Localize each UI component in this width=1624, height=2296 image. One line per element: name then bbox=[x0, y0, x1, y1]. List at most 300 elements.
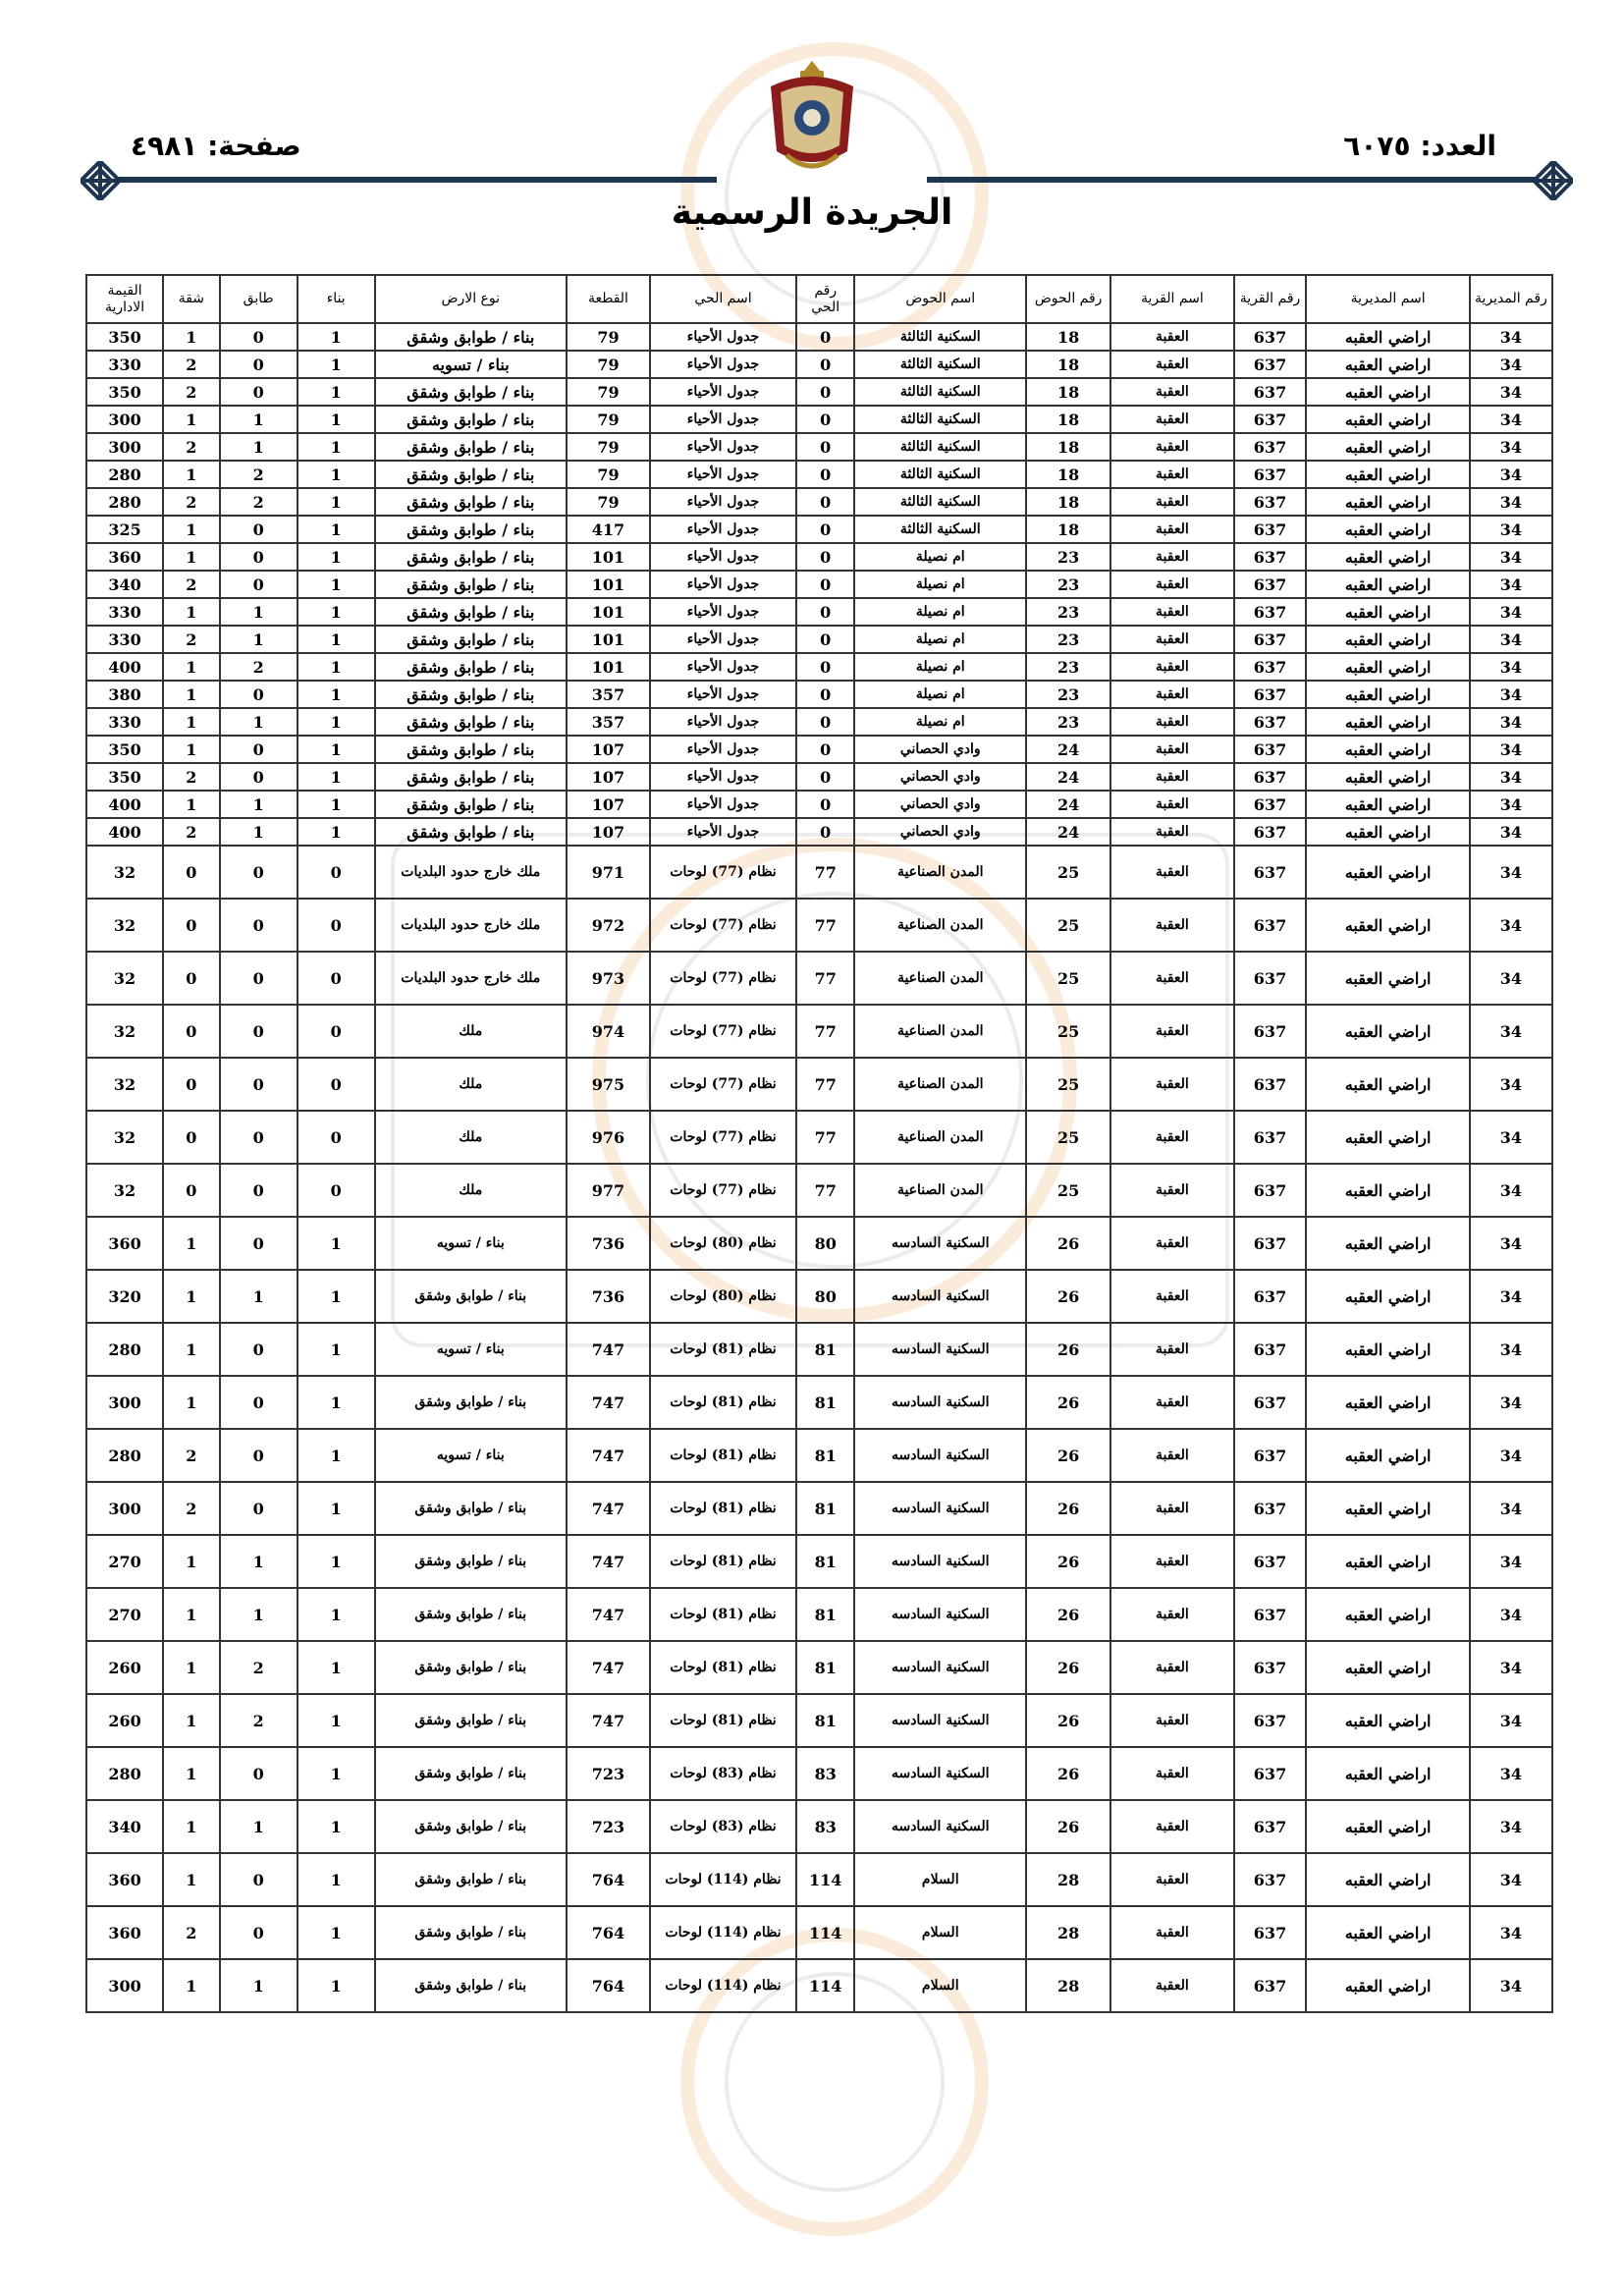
cell-village-number: 637 bbox=[1234, 1429, 1307, 1482]
cell-hay-name: نظام (83) لوحات bbox=[650, 1747, 796, 1800]
cell-village-number: 637 bbox=[1234, 818, 1307, 846]
cell-hay-name: نظام (114) لوحات bbox=[650, 1959, 796, 2012]
header-basin-number: رقم الحوض bbox=[1026, 275, 1110, 323]
cell-directorate-number: 34 bbox=[1470, 1641, 1552, 1694]
cell-basin-name: المدن الصناعية bbox=[854, 1005, 1026, 1058]
cell-hay-number: 0 bbox=[796, 433, 855, 461]
cell-apartment: 2 bbox=[163, 378, 220, 406]
cell-directorate-name: اراضي العقبه bbox=[1306, 571, 1469, 598]
table-row bbox=[86, 488, 1552, 516]
cell-directorate-name: اراضي العقبه bbox=[1306, 1906, 1469, 1959]
cell-village-name: العقبة bbox=[1110, 433, 1233, 461]
cell-village-name: العقبة bbox=[1110, 653, 1233, 681]
cell-land-type: بناء / طوابق وشقق bbox=[375, 626, 567, 653]
cell-hay-number: 0 bbox=[796, 791, 855, 818]
cell-village-name: العقبة bbox=[1110, 516, 1233, 543]
cell-plot: 107 bbox=[567, 736, 650, 763]
cell-village-name: العقبة bbox=[1110, 763, 1233, 791]
cell-admin-value: 320 bbox=[86, 1270, 163, 1323]
cell-land-type: بناء / طوابق وشقق bbox=[375, 1959, 567, 2012]
cell-basin-name: السكنية السادسه bbox=[854, 1694, 1026, 1747]
cell-building: 1 bbox=[298, 1694, 375, 1747]
cell-hay-name: نظام (81) لوحات bbox=[650, 1694, 796, 1747]
cell-directorate-number: 34 bbox=[1470, 1429, 1552, 1482]
cell-basin-name: السكنية السادسه bbox=[854, 1376, 1026, 1429]
cell-apartment: 1 bbox=[163, 1853, 220, 1906]
cell-directorate-number: 34 bbox=[1470, 1164, 1552, 1217]
cell-basin-number: 26 bbox=[1026, 1747, 1110, 1800]
cell-basin-number: 26 bbox=[1026, 1323, 1110, 1376]
cell-plot: 975 bbox=[567, 1058, 650, 1111]
cell-apartment: 1 bbox=[163, 1376, 220, 1429]
cell-village-name: العقبة bbox=[1110, 1959, 1233, 2012]
cell-floor: 0 bbox=[220, 1429, 298, 1482]
cell-hay-number: 0 bbox=[796, 543, 855, 571]
cell-hay-number: 81 bbox=[796, 1694, 855, 1747]
cell-hay-name: نظام (77) لوحات bbox=[650, 846, 796, 899]
cell-plot: 736 bbox=[567, 1217, 650, 1270]
cell-directorate-number: 34 bbox=[1470, 1959, 1552, 2012]
valuation-table-container bbox=[85, 274, 1553, 2013]
cell-floor: 0 bbox=[220, 571, 298, 598]
cell-admin-value: 400 bbox=[86, 653, 163, 681]
cell-building: 1 bbox=[298, 736, 375, 763]
cell-village-number: 637 bbox=[1234, 1217, 1307, 1270]
cell-hay-number: 77 bbox=[796, 1058, 855, 1111]
cell-admin-value: 260 bbox=[86, 1641, 163, 1694]
cell-apartment: 0 bbox=[163, 1111, 220, 1164]
cell-directorate-number: 34 bbox=[1470, 1005, 1552, 1058]
cell-plot: 107 bbox=[567, 818, 650, 846]
cell-basin-name: السكنية الثالثة bbox=[854, 433, 1026, 461]
cell-admin-value: 350 bbox=[86, 323, 163, 351]
cell-directorate-name: اراضي العقبه bbox=[1306, 736, 1469, 763]
cell-basin-name: ام نصيلة bbox=[854, 708, 1026, 736]
cell-directorate-name: اراضي العقبه bbox=[1306, 488, 1469, 516]
cell-village-number: 637 bbox=[1234, 899, 1307, 952]
cell-village-name: العقبة bbox=[1110, 818, 1233, 846]
cell-directorate-name: اراضي العقبه bbox=[1306, 1641, 1469, 1694]
cell-apartment: 1 bbox=[163, 543, 220, 571]
cell-floor: 0 bbox=[220, 516, 298, 543]
cell-hay-number: 77 bbox=[796, 952, 855, 1005]
cell-land-type: بناء / طوابق وشقق bbox=[375, 653, 567, 681]
cell-hay-name: جدول الأحياء bbox=[650, 626, 796, 653]
cell-land-type: ملك خارج حدود البلديات bbox=[375, 952, 567, 1005]
cell-village-name: العقبة bbox=[1110, 1111, 1233, 1164]
cell-village-number: 637 bbox=[1234, 598, 1307, 626]
cell-basin-number: 18 bbox=[1026, 351, 1110, 378]
cell-apartment: 1 bbox=[163, 323, 220, 351]
header-directorate-name: اسم المديرية bbox=[1306, 275, 1469, 323]
cell-directorate-number: 34 bbox=[1470, 626, 1552, 653]
cell-village-number: 637 bbox=[1234, 543, 1307, 571]
cell-land-type: بناء / طوابق وشقق bbox=[375, 791, 567, 818]
cell-basin-number: 18 bbox=[1026, 433, 1110, 461]
cell-village-number: 637 bbox=[1234, 708, 1307, 736]
cell-floor: 0 bbox=[220, 1482, 298, 1535]
cell-floor: 0 bbox=[220, 1005, 298, 1058]
cell-apartment: 0 bbox=[163, 899, 220, 952]
cell-directorate-number: 34 bbox=[1470, 488, 1552, 516]
cell-plot: 977 bbox=[567, 1164, 650, 1217]
cell-basin-name: السكنية السادسه bbox=[854, 1217, 1026, 1270]
cell-apartment: 2 bbox=[163, 763, 220, 791]
gazette-title: الجريدة الرسمية bbox=[671, 192, 953, 233]
table-row bbox=[86, 681, 1552, 708]
cell-hay-number: 0 bbox=[796, 681, 855, 708]
header-village-name: اسم القرية bbox=[1110, 275, 1233, 323]
cell-hay-name: نظام (77) لوحات bbox=[650, 1111, 796, 1164]
cell-admin-value: 32 bbox=[86, 846, 163, 899]
cell-directorate-name: اراضي العقبه bbox=[1306, 626, 1469, 653]
cell-hay-name: جدول الأحياء bbox=[650, 736, 796, 763]
cell-floor: 0 bbox=[220, 1217, 298, 1270]
cell-land-type: بناء / طوابق وشقق bbox=[375, 543, 567, 571]
cell-basin-name: السكنية السادسه bbox=[854, 1429, 1026, 1482]
cell-village-name: العقبة bbox=[1110, 488, 1233, 516]
cell-directorate-name: اراضي العقبه bbox=[1306, 791, 1469, 818]
cell-village-number: 637 bbox=[1234, 1005, 1307, 1058]
cell-apartment: 1 bbox=[163, 1747, 220, 1800]
cell-hay-name: نظام (81) لوحات bbox=[650, 1535, 796, 1588]
cell-floor: 1 bbox=[220, 1588, 298, 1641]
cell-basin-name: ام نصيلة bbox=[854, 626, 1026, 653]
cell-hay-name: نظام (77) لوحات bbox=[650, 952, 796, 1005]
cell-hay-name: نظام (81) لوحات bbox=[650, 1376, 796, 1429]
cell-land-type: بناء / طوابق وشقق bbox=[375, 736, 567, 763]
table-row bbox=[86, 952, 1552, 1005]
cell-basin-number: 26 bbox=[1026, 1482, 1110, 1535]
cell-land-type: ملك bbox=[375, 1111, 567, 1164]
cell-village-number: 637 bbox=[1234, 626, 1307, 653]
cell-directorate-number: 34 bbox=[1470, 1217, 1552, 1270]
cell-directorate-name: اراضي العقبه bbox=[1306, 818, 1469, 846]
cell-hay-name: نظام (81) لوحات bbox=[650, 1641, 796, 1694]
cell-village-number: 637 bbox=[1234, 846, 1307, 899]
cell-basin-number: 24 bbox=[1026, 763, 1110, 791]
cell-admin-value: 330 bbox=[86, 598, 163, 626]
cell-village-name: العقبة bbox=[1110, 1641, 1233, 1694]
cell-hay-number: 0 bbox=[796, 598, 855, 626]
cell-hay-name: جدول الأحياء bbox=[650, 406, 796, 433]
cell-basin-name: ام نصيلة bbox=[854, 681, 1026, 708]
header-basin-name: اسم الحوض bbox=[854, 275, 1026, 323]
cell-building: 1 bbox=[298, 626, 375, 653]
cell-hay-number: 81 bbox=[796, 1641, 855, 1694]
cell-plot: 79 bbox=[567, 406, 650, 433]
table-row bbox=[86, 461, 1552, 488]
table-row bbox=[86, 1005, 1552, 1058]
cell-village-number: 637 bbox=[1234, 488, 1307, 516]
cell-land-type: بناء / تسويه bbox=[375, 1323, 567, 1376]
cell-village-name: العقبة bbox=[1110, 626, 1233, 653]
cell-village-number: 637 bbox=[1234, 653, 1307, 681]
cell-hay-number: 0 bbox=[796, 323, 855, 351]
cell-basin-number: 25 bbox=[1026, 1164, 1110, 1217]
cell-plot: 747 bbox=[567, 1694, 650, 1747]
cell-hay-name: نظام (83) لوحات bbox=[650, 1800, 796, 1853]
cell-directorate-name: اراضي العقبه bbox=[1306, 598, 1469, 626]
cell-basin-name: السكنية السادسه bbox=[854, 1482, 1026, 1535]
cell-basin-name: السكنية الثالثة bbox=[854, 378, 1026, 406]
header-plot: القطعة bbox=[567, 275, 650, 323]
cell-basin-name: المدن الصناعية bbox=[854, 846, 1026, 899]
cell-village-name: العقبة bbox=[1110, 1800, 1233, 1853]
cell-apartment: 1 bbox=[163, 708, 220, 736]
cell-village-number: 637 bbox=[1234, 1747, 1307, 1800]
cell-village-name: العقبة bbox=[1110, 1005, 1233, 1058]
cell-land-type: بناء / تسويه bbox=[375, 351, 567, 378]
cell-building: 1 bbox=[298, 461, 375, 488]
cell-land-type: بناء / طوابق وشقق bbox=[375, 433, 567, 461]
cell-plot: 723 bbox=[567, 1747, 650, 1800]
cell-basin-number: 23 bbox=[1026, 653, 1110, 681]
cell-admin-value: 330 bbox=[86, 351, 163, 378]
cell-apartment: 1 bbox=[163, 1588, 220, 1641]
cell-floor: 0 bbox=[220, 1323, 298, 1376]
table-row bbox=[86, 1376, 1552, 1429]
cell-village-name: العقبة bbox=[1110, 1853, 1233, 1906]
cell-apartment: 1 bbox=[163, 598, 220, 626]
cell-building: 0 bbox=[298, 899, 375, 952]
cell-directorate-number: 34 bbox=[1470, 736, 1552, 763]
table-row bbox=[86, 791, 1552, 818]
cell-hay-number: 0 bbox=[796, 488, 855, 516]
cell-basin-name: ام نصيلة bbox=[854, 543, 1026, 571]
cell-hay-number: 80 bbox=[796, 1217, 855, 1270]
cell-floor: 1 bbox=[220, 433, 298, 461]
cell-hay-number: 83 bbox=[796, 1800, 855, 1853]
cell-basin-name: السكنية السادسه bbox=[854, 1641, 1026, 1694]
table-row bbox=[86, 1535, 1552, 1588]
cell-basin-name: السلام bbox=[854, 1853, 1026, 1906]
header-hay-name: اسم الحي bbox=[650, 275, 796, 323]
header-building: بناء bbox=[298, 275, 375, 323]
cell-hay-name: جدول الأحياء bbox=[650, 763, 796, 791]
cell-village-number: 637 bbox=[1234, 1906, 1307, 1959]
cell-basin-name: وادي الحصاني bbox=[854, 763, 1026, 791]
cell-hay-name: جدول الأحياء bbox=[650, 653, 796, 681]
cell-plot: 747 bbox=[567, 1323, 650, 1376]
cell-plot: 101 bbox=[567, 543, 650, 571]
cell-basin-number: 25 bbox=[1026, 952, 1110, 1005]
cell-floor: 2 bbox=[220, 1694, 298, 1747]
cell-directorate-number: 34 bbox=[1470, 1323, 1552, 1376]
cell-building: 1 bbox=[298, 1429, 375, 1482]
cell-directorate-number: 34 bbox=[1470, 708, 1552, 736]
cell-floor: 1 bbox=[220, 626, 298, 653]
cell-directorate-name: اراضي العقبه bbox=[1306, 1111, 1469, 1164]
cell-basin-name: السلام bbox=[854, 1906, 1026, 1959]
cell-basin-number: 18 bbox=[1026, 461, 1110, 488]
cell-directorate-number: 34 bbox=[1470, 1800, 1552, 1853]
cell-directorate-name: اراضي العقبه bbox=[1306, 1959, 1469, 2012]
cell-admin-value: 325 bbox=[86, 516, 163, 543]
cell-hay-number: 0 bbox=[796, 406, 855, 433]
cell-basin-name: ام نصيلة bbox=[854, 598, 1026, 626]
cell-land-type: بناء / طوابق وشقق bbox=[375, 598, 567, 626]
cell-building: 0 bbox=[298, 846, 375, 899]
table-row bbox=[86, 1429, 1552, 1482]
cell-plot: 417 bbox=[567, 516, 650, 543]
cell-basin-number: 24 bbox=[1026, 736, 1110, 763]
cell-directorate-name: اراضي العقبه bbox=[1306, 1482, 1469, 1535]
cell-village-name: العقبة bbox=[1110, 571, 1233, 598]
cell-directorate-number: 34 bbox=[1470, 543, 1552, 571]
cell-village-name: العقبة bbox=[1110, 952, 1233, 1005]
cell-hay-number: 81 bbox=[796, 1482, 855, 1535]
cell-directorate-name: اراضي العقبه bbox=[1306, 952, 1469, 1005]
cell-plot: 764 bbox=[567, 1853, 650, 1906]
cell-directorate-number: 34 bbox=[1470, 763, 1552, 791]
cell-hay-number: 0 bbox=[796, 708, 855, 736]
cell-basin-name: المدن الصناعية bbox=[854, 1164, 1026, 1217]
cell-directorate-name: اراضي العقبه bbox=[1306, 1694, 1469, 1747]
table-row bbox=[86, 1111, 1552, 1164]
cell-basin-number: 18 bbox=[1026, 516, 1110, 543]
cell-plot: 79 bbox=[567, 461, 650, 488]
cell-directorate-number: 34 bbox=[1470, 1270, 1552, 1323]
cell-basin-number: 23 bbox=[1026, 708, 1110, 736]
cell-land-type: بناء / طوابق وشقق bbox=[375, 1270, 567, 1323]
cell-floor: 0 bbox=[220, 1111, 298, 1164]
cell-basin-number: 23 bbox=[1026, 626, 1110, 653]
cell-admin-value: 280 bbox=[86, 488, 163, 516]
cell-land-type: بناء / طوابق وشقق bbox=[375, 708, 567, 736]
cell-hay-number: 0 bbox=[796, 653, 855, 681]
cell-plot: 107 bbox=[567, 791, 650, 818]
cell-basin-name: السكنية السادسه bbox=[854, 1270, 1026, 1323]
cell-directorate-name: اراضي العقبه bbox=[1306, 1853, 1469, 1906]
cell-building: 1 bbox=[298, 791, 375, 818]
cell-village-name: العقبة bbox=[1110, 899, 1233, 952]
cell-basin-name: السكنية السادسه bbox=[854, 1747, 1026, 1800]
cell-building: 1 bbox=[298, 1641, 375, 1694]
cell-directorate-name: اراضي العقبه bbox=[1306, 708, 1469, 736]
cell-basin-number: 23 bbox=[1026, 598, 1110, 626]
cell-village-number: 637 bbox=[1234, 1853, 1307, 1906]
cell-building: 1 bbox=[298, 543, 375, 571]
cell-basin-number: 25 bbox=[1026, 846, 1110, 899]
cell-village-name: العقبة bbox=[1110, 543, 1233, 571]
cell-apartment: 2 bbox=[163, 351, 220, 378]
cell-village-number: 637 bbox=[1234, 791, 1307, 818]
cell-plot: 107 bbox=[567, 763, 650, 791]
cell-admin-value: 350 bbox=[86, 736, 163, 763]
cell-basin-name: السكنية السادسه bbox=[854, 1800, 1026, 1853]
cell-apartment: 1 bbox=[163, 1641, 220, 1694]
cell-directorate-number: 34 bbox=[1470, 653, 1552, 681]
cell-village-name: العقبة bbox=[1110, 1588, 1233, 1641]
cell-floor: 0 bbox=[220, 899, 298, 952]
cell-directorate-number: 34 bbox=[1470, 1482, 1552, 1535]
cell-hay-number: 77 bbox=[796, 1164, 855, 1217]
cell-hay-number: 0 bbox=[796, 626, 855, 653]
cell-village-name: العقبة bbox=[1110, 1747, 1233, 1800]
header-land-type: نوع الارض bbox=[375, 275, 567, 323]
cell-village-name: العقبة bbox=[1110, 1376, 1233, 1429]
cell-village-name: العقبة bbox=[1110, 1058, 1233, 1111]
cell-basin-number: 18 bbox=[1026, 488, 1110, 516]
cell-plot: 79 bbox=[567, 351, 650, 378]
cell-hay-number: 81 bbox=[796, 1376, 855, 1429]
cell-village-number: 637 bbox=[1234, 1535, 1307, 1588]
cell-apartment: 0 bbox=[163, 846, 220, 899]
cell-floor: 0 bbox=[220, 323, 298, 351]
cell-plot: 747 bbox=[567, 1429, 650, 1482]
table-row bbox=[86, 1323, 1552, 1376]
cell-directorate-name: اراضي العقبه bbox=[1306, 846, 1469, 899]
cell-floor: 1 bbox=[220, 1800, 298, 1853]
cell-basin-number: 26 bbox=[1026, 1376, 1110, 1429]
cell-directorate-name: اراضي العقبه bbox=[1306, 543, 1469, 571]
cell-land-type: بناء / طوابق وشقق bbox=[375, 488, 567, 516]
cell-apartment: 1 bbox=[163, 406, 220, 433]
cell-admin-value: 360 bbox=[86, 1217, 163, 1270]
cell-building: 0 bbox=[298, 1111, 375, 1164]
cell-building: 1 bbox=[298, 323, 375, 351]
cell-floor: 0 bbox=[220, 846, 298, 899]
cell-building: 1 bbox=[298, 708, 375, 736]
cell-building: 0 bbox=[298, 1005, 375, 1058]
cell-floor: 1 bbox=[220, 406, 298, 433]
cell-admin-value: 360 bbox=[86, 543, 163, 571]
cell-admin-value: 32 bbox=[86, 899, 163, 952]
cell-hay-name: جدول الأحياء bbox=[650, 571, 796, 598]
cell-directorate-name: اراضي العقبه bbox=[1306, 1429, 1469, 1482]
cell-building: 1 bbox=[298, 516, 375, 543]
cell-basin-number: 24 bbox=[1026, 818, 1110, 846]
cell-floor: 0 bbox=[220, 1058, 298, 1111]
cell-hay-name: نظام (80) لوحات bbox=[650, 1217, 796, 1270]
cell-directorate-name: اراضي العقبه bbox=[1306, 1588, 1469, 1641]
cell-floor: 1 bbox=[220, 791, 298, 818]
table-header-row bbox=[86, 275, 1552, 323]
cell-hay-name: جدول الأحياء bbox=[650, 378, 796, 406]
cell-floor: 1 bbox=[220, 818, 298, 846]
cell-land-type: بناء / طوابق وشقق bbox=[375, 406, 567, 433]
cell-admin-value: 260 bbox=[86, 1694, 163, 1747]
cell-apartment: 1 bbox=[163, 736, 220, 763]
cell-directorate-name: اراضي العقبه bbox=[1306, 681, 1469, 708]
cell-admin-value: 300 bbox=[86, 406, 163, 433]
cell-hay-number: 114 bbox=[796, 1906, 855, 1959]
cell-plot: 747 bbox=[567, 1641, 650, 1694]
cell-directorate-name: اراضي العقبه bbox=[1306, 516, 1469, 543]
cell-basin-number: 23 bbox=[1026, 681, 1110, 708]
cell-directorate-name: اراضي العقبه bbox=[1306, 1058, 1469, 1111]
cell-basin-name: السكنية السادسه bbox=[854, 1323, 1026, 1376]
cell-village-name: العقبة bbox=[1110, 406, 1233, 433]
cell-directorate-number: 34 bbox=[1470, 1694, 1552, 1747]
cell-hay-number: 114 bbox=[796, 1959, 855, 2012]
cell-directorate-number: 34 bbox=[1470, 1853, 1552, 1906]
table-row bbox=[86, 846, 1552, 899]
cell-hay-name: نظام (81) لوحات bbox=[650, 1588, 796, 1641]
cell-hay-name: جدول الأحياء bbox=[650, 516, 796, 543]
cell-village-name: العقبة bbox=[1110, 791, 1233, 818]
cell-village-number: 637 bbox=[1234, 351, 1307, 378]
cell-basin-name: المدن الصناعية bbox=[854, 952, 1026, 1005]
cell-floor: 2 bbox=[220, 488, 298, 516]
page-number: صفحة: ٤٩٨١ bbox=[131, 130, 301, 162]
cell-village-number: 637 bbox=[1234, 433, 1307, 461]
cell-floor: 0 bbox=[220, 1747, 298, 1800]
cell-hay-number: 77 bbox=[796, 1005, 855, 1058]
table-row bbox=[86, 378, 1552, 406]
cell-building: 1 bbox=[298, 653, 375, 681]
